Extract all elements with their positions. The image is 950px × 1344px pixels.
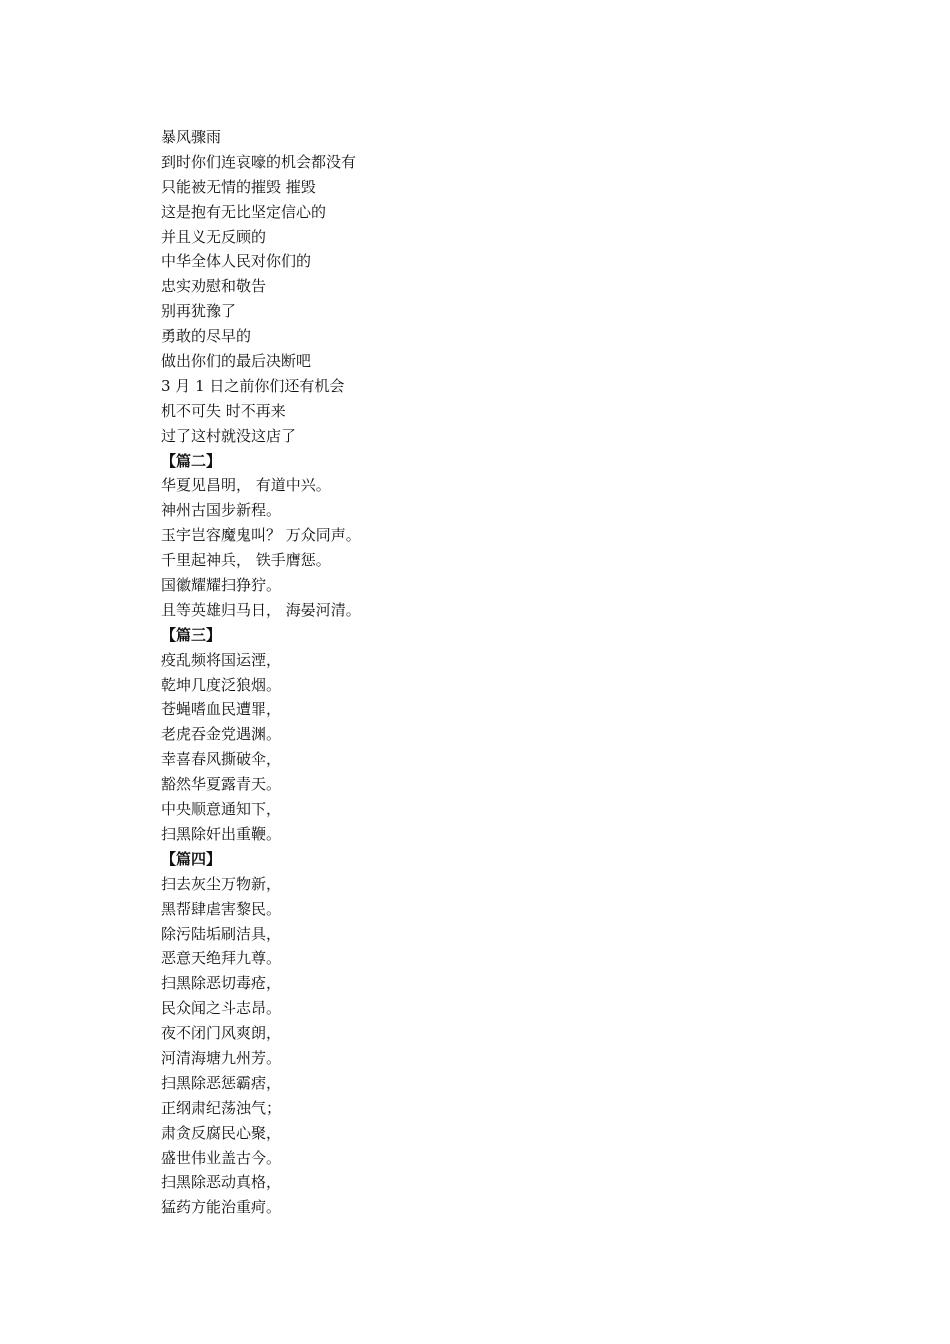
text-line: 老虎吞金党遇渊。 <box>161 725 282 744</box>
text-line: 苍蝇嗜血民遭罪， <box>161 700 282 719</box>
text-line: 只能被无情的摧毁 摧毁 <box>161 177 316 196</box>
text-line: 正纲肃纪荡浊气； <box>161 1098 282 1117</box>
text-line: 中央顺意通知下， <box>161 800 282 819</box>
text-line: 扫去灰尘万物新， <box>161 874 282 893</box>
text-line: 扫黑除奸出重鞭。 <box>161 824 282 843</box>
text-line: 幸喜春风撕破伞， <box>161 750 282 769</box>
text-line: 疫乱频将国运湮， <box>161 650 282 669</box>
text-line: 乾坤几度泛狼烟。 <box>161 675 282 694</box>
text-line: 中华全体人民对你们的 <box>161 252 312 271</box>
text-line: 黑帮肆虐害黎民。 <box>161 899 282 918</box>
text-line: 勇敢的尽早的 <box>161 327 252 346</box>
text-line: 扫黑除恶惩霸痞， <box>161 1073 282 1092</box>
text-line: 肃贪反腐民心聚， <box>161 1123 282 1142</box>
text-line: 河清海塘九州芳。 <box>161 1048 282 1067</box>
text-line: 且等英雄归马日， 海晏河清。 <box>161 600 361 619</box>
text-line: 忠实劝慰和敬告 <box>161 277 267 296</box>
text-line: 到时你们连哀嚎的机会都没有 <box>161 152 357 171</box>
text-line: 猛药方能治重疴。 <box>161 1198 282 1217</box>
text-line: 玉宇岂容魔鬼叫？ 万众同声。 <box>161 526 361 545</box>
text-line: 盛世伟业盖古今。 <box>161 1148 282 1167</box>
text-line: 做出你们的最后决断吧 <box>161 352 312 371</box>
text-line: 扫黑除恶动真格， <box>161 1173 282 1192</box>
text-line: 过了这村就没这店了 <box>161 426 297 445</box>
text-line: 国徽耀耀扫狰狞。 <box>161 576 282 595</box>
text-line: 神州古国步新程。 <box>161 501 282 520</box>
text-line: 豁然华夏露青天。 <box>161 775 282 794</box>
poem-text-block <box>161 125 361 1220</box>
section-heading: 【篇二】 <box>161 451 222 470</box>
text-line: 机不可失 时不再来 <box>161 401 286 420</box>
text-line: 暴风骤雨 <box>161 128 222 146</box>
text-line: 千里起神兵， 铁手膺惩。 <box>161 551 331 570</box>
section-heading: 【篇四】 <box>161 849 222 868</box>
text-line: 民众闻之斗志昂。 <box>161 999 282 1018</box>
text-line: 别再犹豫了 <box>161 302 237 321</box>
text-line: 夜不闭门风爽朗， <box>161 1024 282 1043</box>
text-line: 这是抱有无比坚定信心的 <box>161 202 327 221</box>
text-line: 华夏见昌明， 有道中兴。 <box>161 476 331 495</box>
text-line: 3 月 1 日之前你们还有机会 <box>161 376 345 395</box>
text-line: 除污陆垢刷洁具， <box>161 924 282 943</box>
text-line: 恶意天绝拜九尊。 <box>161 949 282 968</box>
section-heading: 【篇三】 <box>161 625 222 644</box>
text-line: 扫黑除恶切毒疮， <box>161 974 282 993</box>
text-line: 并且义无反顾的 <box>161 227 267 246</box>
